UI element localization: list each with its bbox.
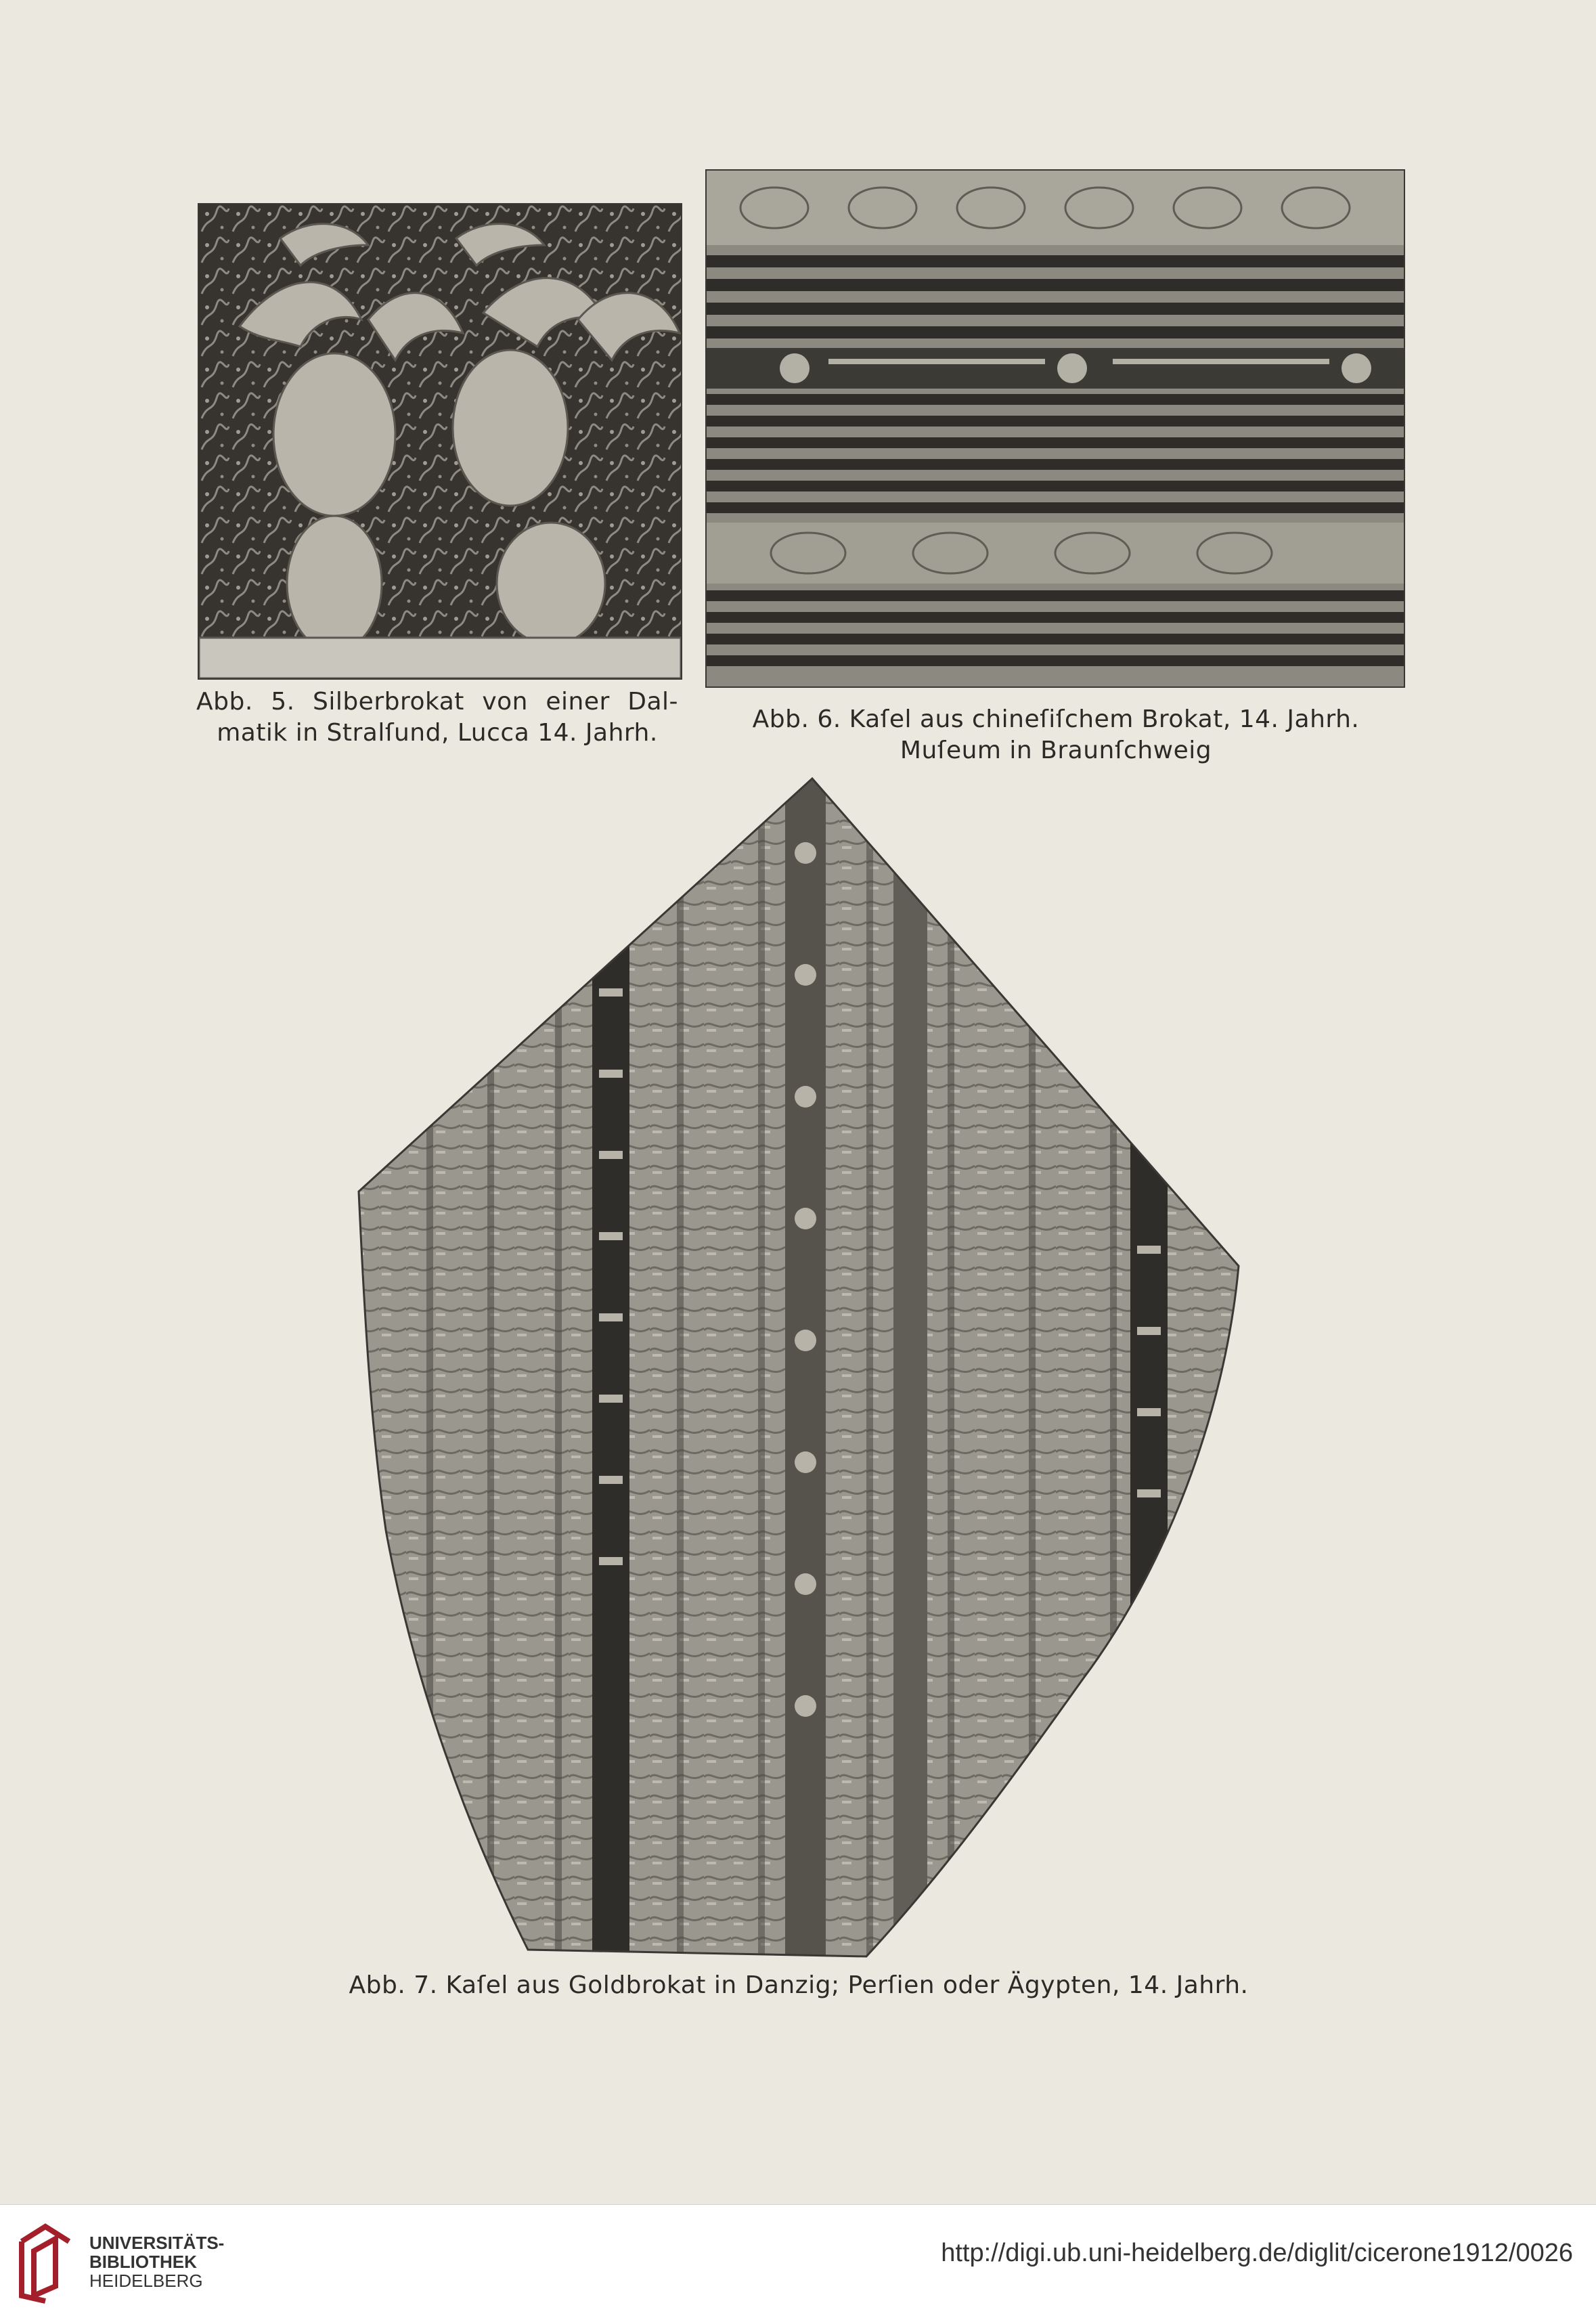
figure-abb7-image [352, 772, 1245, 1963]
caption-line: Abb. 5. Silberbrokat von einer Dal- [196, 688, 678, 716]
striped-brocade-image [707, 171, 1404, 686]
figure-abb5-image [198, 203, 682, 680]
caption-line: matik in Stralſund, Lucca 14. Jahrh. [217, 719, 658, 747]
permalink-url[interactable]: http://digi.ub.uni-heidelberg.de/diglit/cicerone1912/0026 [941, 2239, 1573, 2267]
figure-abb5-caption-2 [196, 718, 678, 749]
brocade-pattern-image [199, 204, 681, 678]
footer-bar [0, 2204, 1596, 2320]
library-line: BIBLIOTHEK [89, 2252, 197, 2272]
figure-abb5-caption [196, 686, 678, 718]
library-line: UNIVERSITÄTS- [89, 2233, 225, 2253]
caption-line: Abb. 7. Kaſel aus Goldbrokat in Danzig; Perſien oder Ägypten, 14. Jahrh. [349, 1971, 1249, 1999]
caption-line: Muſeum in Braunſchweig [900, 737, 1212, 764]
caption-line: Abb. 6. Kaſel aus chineſiſchem Brokat, 14. Jahrh. [752, 705, 1360, 733]
figure-abb6-caption [717, 704, 1394, 766]
library-line: HEIDELBERG [89, 2271, 203, 2291]
figure-abb6-image [705, 169, 1405, 688]
library-name [89, 2233, 224, 2290]
ub-heidelberg-logo-icon [15, 2221, 76, 2305]
figure-abb7-caption [203, 1970, 1394, 2001]
